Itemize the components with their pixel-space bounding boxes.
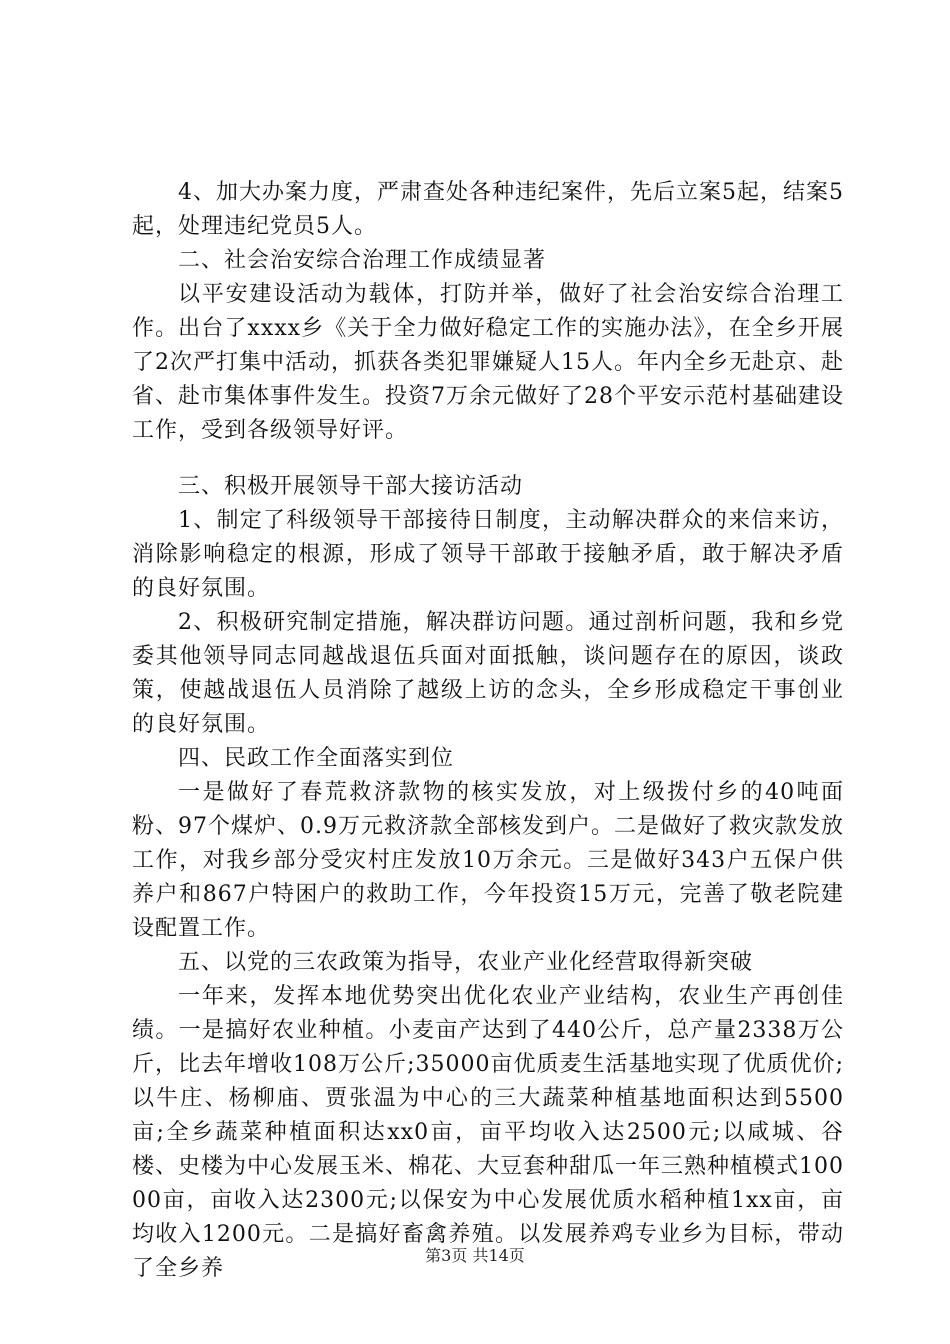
paragraph-reception-day: 1、制定了科级领导干部接待日制度，主动解决群众的来信来访，消除影响稳定的根源，形成了领导干部敢于接触矛盾，敢于解决矛盾的良好氛围。 (132, 508, 844, 601)
heading-agriculture: 五、以党的三农政策为指导，农业产业化经营取得新突破 (178, 950, 754, 975)
paragraph-civil-affairs: 一是做好了春荒救济款物的核实发放，对上级拨付乡的40吨面粉、97个煤炉、0.9万元救济款全部核发到户。二是做好了救灾款发放工作，对我乡部分受灾村庄发放10万余元。三是做好343户五保户供养户和867户特困户的救助工作，今年投资15万元，完善了敬老院建设配置工作。 (132, 780, 844, 941)
document-body (132, 176, 844, 1286)
paragraph-discipline-cases: 4、加大办案力度，严肃查处各种违纪案件，先后立案5起，结案5起，处理违纪党员5人。 (132, 180, 844, 239)
heading-public-security: 二、社会治安综合治理工作成绩显著 (178, 248, 547, 273)
paragraph-public-security: 以平安建设活动为载体，打防并举，做好了社会治安综合治理工作。出台了xxxx乡《关于全力做好稳定工作的实施办法》，在全乡开展了2次严打集中活动，抓获各类犯罪嫌疑人15人。年内全乡无赴京、赴省、赴市集体事件发生。投资7万余元做好了28个平安示范村基础建设工作，受到各级领导好评。 (132, 282, 844, 443)
paragraph-agriculture: 一年来，发挥本地优势突出优化农业产业结构，农业生产再创佳绩。一是搞好农业种植。小麦亩产达到了440公斤，总产量2338万公斤，比去年增收108万公斤;35000亩优质麦生活基地实现了优质优价;以牛庄、杨柳庙、贾张温为中心的三大蔬菜种植基地面积达到5500亩;全乡蔬菜种植面积达xx0亩，亩平均收入达2500元;以咸城、谷楼、史楼为中心发展玉米、棉花、大豆套种甜瓜一年三熟种植模式10000亩，亩收入达2300元;以保安为中心发展优质水稻种植1xx亩，亩均收入1200元。二是搞好畜禽养殖。以发展养鸡专业乡为目标，带动了全乡养 (132, 984, 844, 1281)
heading-civil-affairs: 四、民政工作全面落实到位 (178, 746, 455, 771)
page-footer: 第3页 共14页 (425, 1246, 525, 1265)
heading-leader-visits: 三、积极开展领导干部大接访活动 (178, 474, 524, 499)
paragraph-group-petitions: 2、积极研究制定措施，解决群访问题。通过剖析问题，我和乡党委其他领导同志同越战退伍兵面对面抵触，谈问题存在的原因，谈政策，使越战退伍人员消除了越级上访的念头，全乡形成稳定干事创业的良好氛围。 (132, 610, 844, 737)
paragraph-spacer (132, 448, 844, 470)
